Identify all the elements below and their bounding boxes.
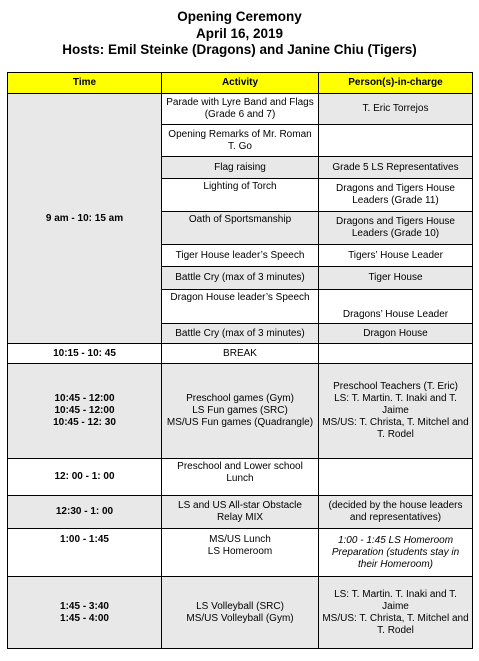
time-text: 1:45 - 3:40 [60, 600, 109, 612]
person-cell: T. Eric Torrejos [319, 94, 473, 125]
activity-cell [162, 577, 319, 649]
person-cell: Dragons and Tigers House Leaders (Grade 10) [319, 212, 473, 245]
activity-cell: BREAK [162, 344, 319, 364]
header-title: Opening Ceremony [177, 9, 302, 24]
time-cell: 12: 00 - 1: 00 [8, 459, 162, 496]
activity-cell: Parade with Lyre Band and Flags (Grade 6 and 7) [162, 94, 319, 125]
header-date: April 16, 2019 [195, 25, 284, 41]
time-cell [8, 577, 162, 649]
person-text: MS/US: T. Christa, T. Mitchel and T. Rodel [322, 417, 469, 440]
activity-cell: Opening Remarks of Mr. Roman T. Go [162, 125, 319, 157]
person-text: Preschool Teachers (T. Eric) [333, 381, 458, 392]
time-cell: 10:15 - 10: 45 [8, 344, 162, 364]
person-cell [319, 344, 473, 364]
activity-cell: Preschool and Lower school Lunch [162, 459, 319, 496]
person-cell: Dragons’ House Leader [319, 290, 473, 324]
person-cell [319, 459, 473, 496]
person-text: MS/US: T. Christa, T. Mitchel and T. Rodel [322, 612, 469, 636]
table-header-row [8, 73, 473, 94]
activity-cell: Flag raising [162, 157, 319, 179]
activity-text: MS/US Volleyball (Gym) [186, 612, 294, 624]
time-text: 10:45 - 12:00 [54, 393, 115, 404]
column-header-person: Person(s)-in-charge [319, 73, 473, 94]
activity-cell: Lighting of Torch [162, 179, 319, 212]
person-cell: Tiger House [319, 267, 473, 290]
activity-cell [162, 529, 319, 577]
activity-text: LS Fun games (SRC) [192, 405, 288, 416]
time-cell [8, 364, 162, 459]
column-header-time: Time [8, 73, 162, 94]
column-header-activity: Activity [162, 73, 319, 94]
table-row-relay [8, 496, 473, 529]
activity-text: LS Volleyball (SRC) [196, 600, 284, 612]
person-cell: 1:00 - 1:45 LS Homeroom Preparation (students stay in their Homeroom) [319, 529, 473, 577]
activity-cell [162, 364, 319, 459]
person-cell [319, 577, 473, 649]
table-row-lunch [8, 459, 473, 496]
table-row-ms-lunch [8, 529, 473, 577]
table-row-games [8, 364, 473, 459]
table-row [8, 94, 473, 125]
activity-text: MS/US Fun games (Quadrangle) [166, 417, 314, 428]
activity-cell: Battle Cry (max of 3 minutes) [162, 324, 319, 344]
activity-cell: LS and US All-star Obstacle Relay MIX [162, 496, 319, 529]
time-text: 10:45 - 12:00 [54, 405, 115, 416]
person-text: LS: T. Martin. T. Inaki and T. Jaime [334, 588, 457, 612]
time-cell: 1:00 - 1:45 [8, 529, 162, 577]
activity-cell: Oath of Sportsmanship [162, 212, 319, 245]
person-text: LS: T. Martin. T. Inaki and T. Jaime [334, 393, 457, 416]
time-cell-ceremony: 9 am - 10: 15 am [8, 94, 162, 344]
person-cell: Grade 5 LS Representatives [319, 157, 473, 179]
activity-cell: Battle Cry (max of 3 minutes) [162, 267, 319, 290]
person-cell: (decided by the house leaders and representatives) [319, 496, 473, 529]
time-text: 1:45 - 4:00 [60, 612, 109, 624]
time-cell: 12:30 - 1: 00 [8, 496, 162, 529]
table-row-volleyball [8, 577, 473, 649]
person-cell [319, 364, 473, 459]
table-row-break [8, 344, 473, 364]
activity-cell: Dragon House leader’s Speech [162, 290, 319, 324]
person-cell: Dragon House [319, 324, 473, 344]
person-cell: Dragons and Tigers House Leaders (Grade 11) [319, 179, 473, 212]
activity-cell: Tiger House leader’s Speech [162, 245, 319, 267]
document-header [0, 0, 479, 59]
activity-text: MS/US Lunch [209, 534, 271, 545]
activity-text: Preschool games (Gym) [186, 393, 294, 404]
activity-text: LS Homeroom [207, 546, 273, 557]
header-hosts: Hosts: Emil Steinke (Dragons) and Janine Chiu (Tigers) [62, 42, 417, 57]
time-text: 10:45 - 12: 30 [53, 417, 116, 428]
person-cell: Tigers’ House Leader [319, 245, 473, 267]
schedule-table [7, 72, 473, 649]
person-cell [319, 125, 473, 157]
